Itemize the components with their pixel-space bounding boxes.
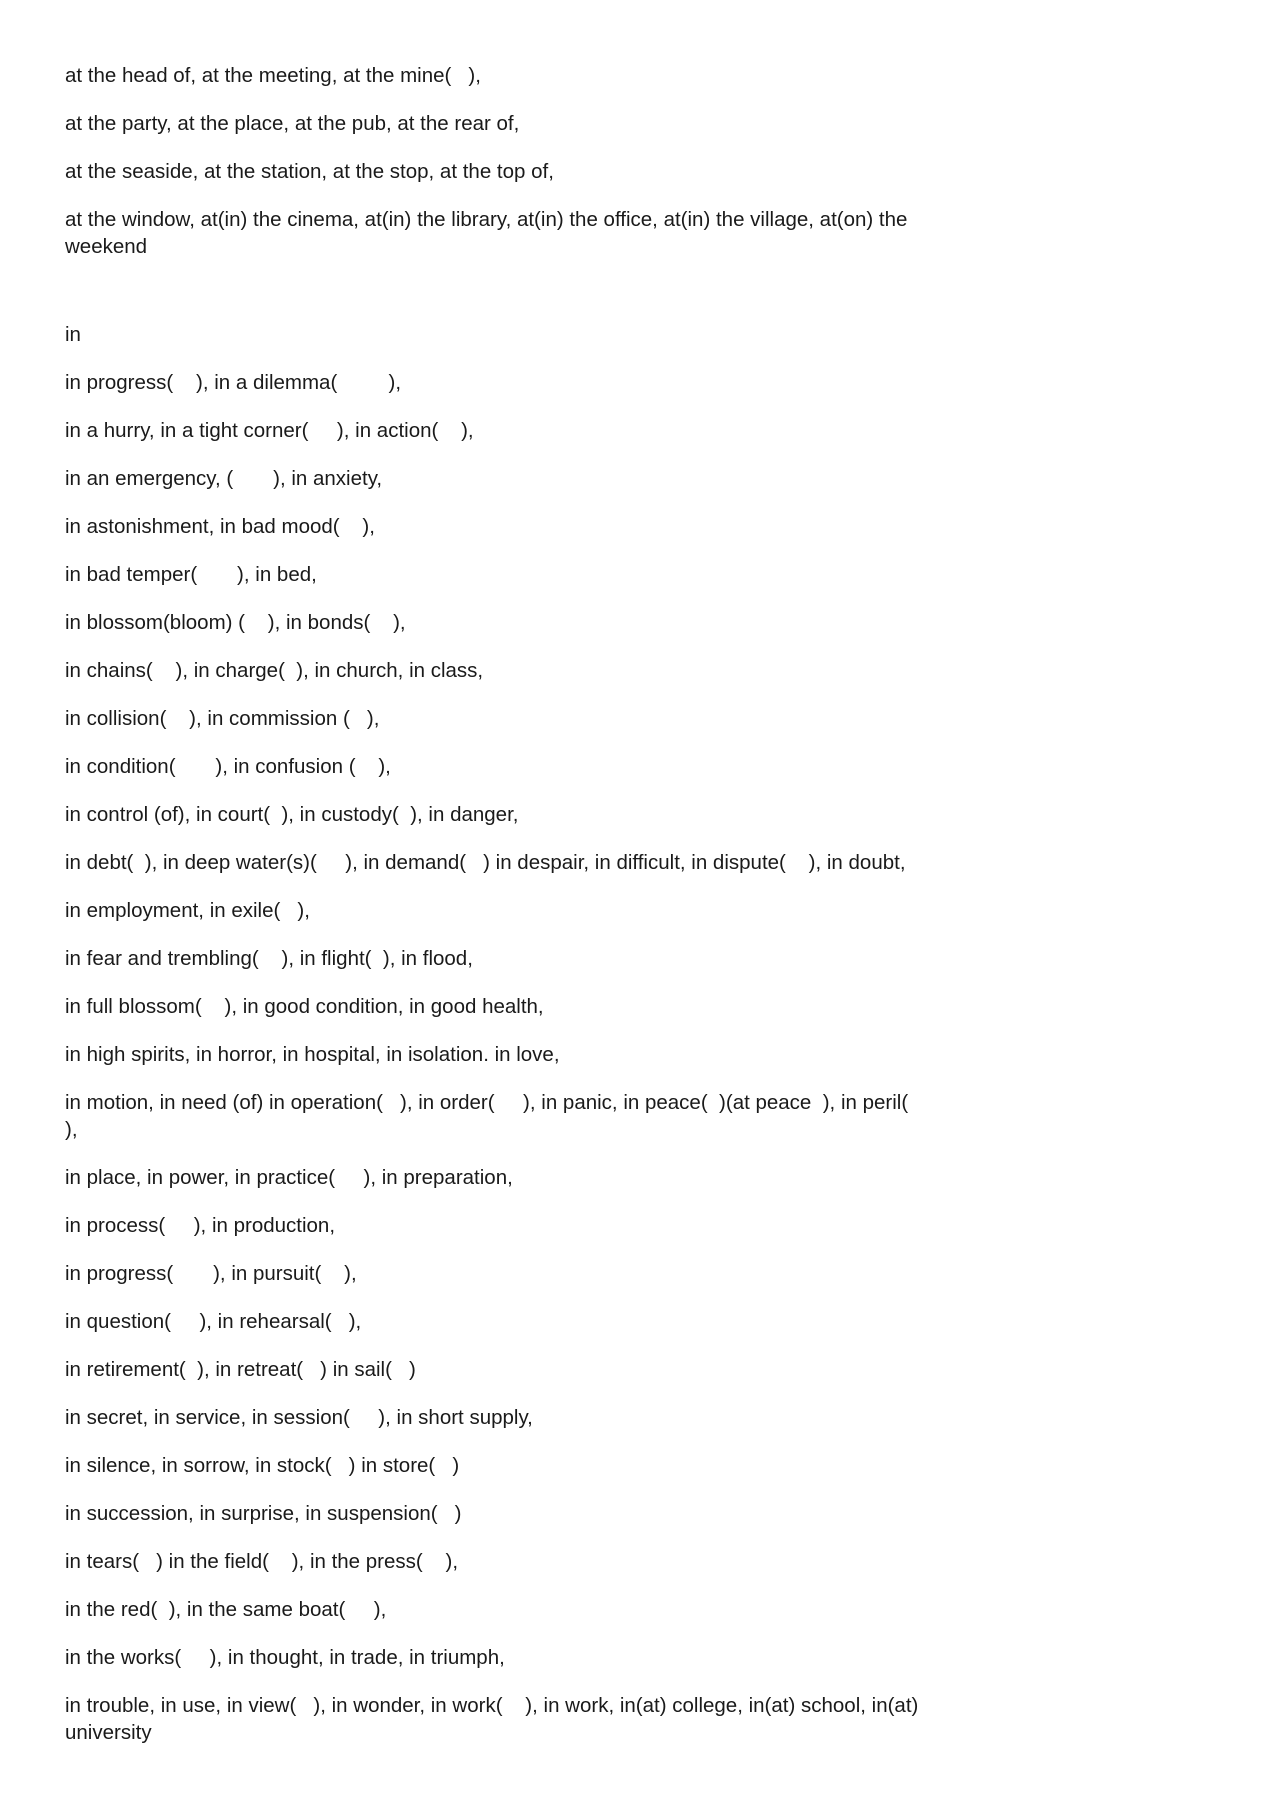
in-phrases-section	[65, 369, 925, 1746]
in-phrase-line: in condition( ), in confusion ( ),	[65, 755, 391, 778]
in-phrase-line: in employment, in exile( ),	[65, 899, 310, 922]
in-section-heading: in	[65, 323, 81, 346]
at-phrase-line: at the window, at(in) the cinema, at(in) the library, at(in) the office, at(in) the village, at(on) the weekend	[65, 208, 914, 258]
in-phrase-line: in motion, in need (of) in operation( ), in order( ), in panic, in peace( )(at peace ), in peril( ),	[65, 1091, 909, 1141]
in-phrase-line: in full blossom( ), in good condition, in good health,	[65, 995, 544, 1018]
in-phrase-line: in an emergency, ( ), in anxiety,	[65, 467, 383, 490]
in-phrase-line: in chains( ), in charge( ), in church, in class,	[65, 659, 484, 682]
in-phrase-line: in the red( ), in the same boat( ),	[65, 1598, 387, 1621]
at-phrase-line: at the party, at the place, at the pub, at the rear of,	[65, 112, 520, 135]
in-phrase-line: in control (of), in court( ), in custody( ), in danger,	[65, 803, 519, 826]
in-phrase-line: in fear and trembling( ), in flight( ), in flood,	[65, 947, 473, 970]
in-phrase-line: in trouble, in use, in view( ), in wonder, in work( ), in work, in(at) college, in(at) school, in(at) university	[65, 1694, 925, 1744]
section-spacer	[65, 281, 925, 321]
in-phrase-line: in astonishment, in bad mood( ),	[65, 515, 375, 538]
in-phrase-line: in a hurry, in a tight corner( ), in action( ),	[65, 419, 474, 442]
in-phrase-line: in progress( ), in pursuit( ),	[65, 1262, 357, 1285]
in-phrase-line: in question( ), in rehearsal( ),	[65, 1310, 362, 1333]
at-phrases-section	[65, 62, 925, 260]
in-phrase-line: in retirement( ), in retreat( ) in sail( )	[65, 1358, 416, 1381]
in-phrase-line: in collision( ), in commission ( ),	[65, 707, 380, 730]
in-phrase-line: in process( ), in production,	[65, 1214, 336, 1237]
in-phrase-line: in secret, in service, in session( ), in short supply,	[65, 1406, 533, 1429]
at-phrase-line: at the seaside, at the station, at the stop, at the top of,	[65, 160, 554, 183]
in-phrase-line: in debt( ), in deep water(s)( ), in demand( ) in despair, in difficult, in dispute( ), in doubt,	[65, 851, 906, 874]
in-phrase-line: in blossom(bloom) ( ), in bonds( ),	[65, 611, 406, 634]
in-phrase-line: in bad temper( ), in bed,	[65, 563, 317, 586]
in-phrase-line: in high spirits, in horror, in hospital, in isolation. in love,	[65, 1043, 560, 1066]
at-phrase-line: at the head of, at the meeting, at the mine( ),	[65, 64, 481, 87]
in-phrase-line: in place, in power, in practice( ), in preparation,	[65, 1166, 513, 1189]
in-phrase-line: in progress( ), in a dilemma( ),	[65, 371, 402, 394]
in-phrase-line: in succession, in surprise, in suspension( )	[65, 1502, 462, 1525]
in-phrase-line: in tears( ) in the field( ), in the press( ),	[65, 1550, 459, 1573]
in-phrase-line: in silence, in sorrow, in stock( ) in store( )	[65, 1454, 460, 1477]
in-phrase-line: in the works( ), in thought, in trade, in triumph,	[65, 1646, 505, 1669]
document-body	[65, 62, 925, 1767]
